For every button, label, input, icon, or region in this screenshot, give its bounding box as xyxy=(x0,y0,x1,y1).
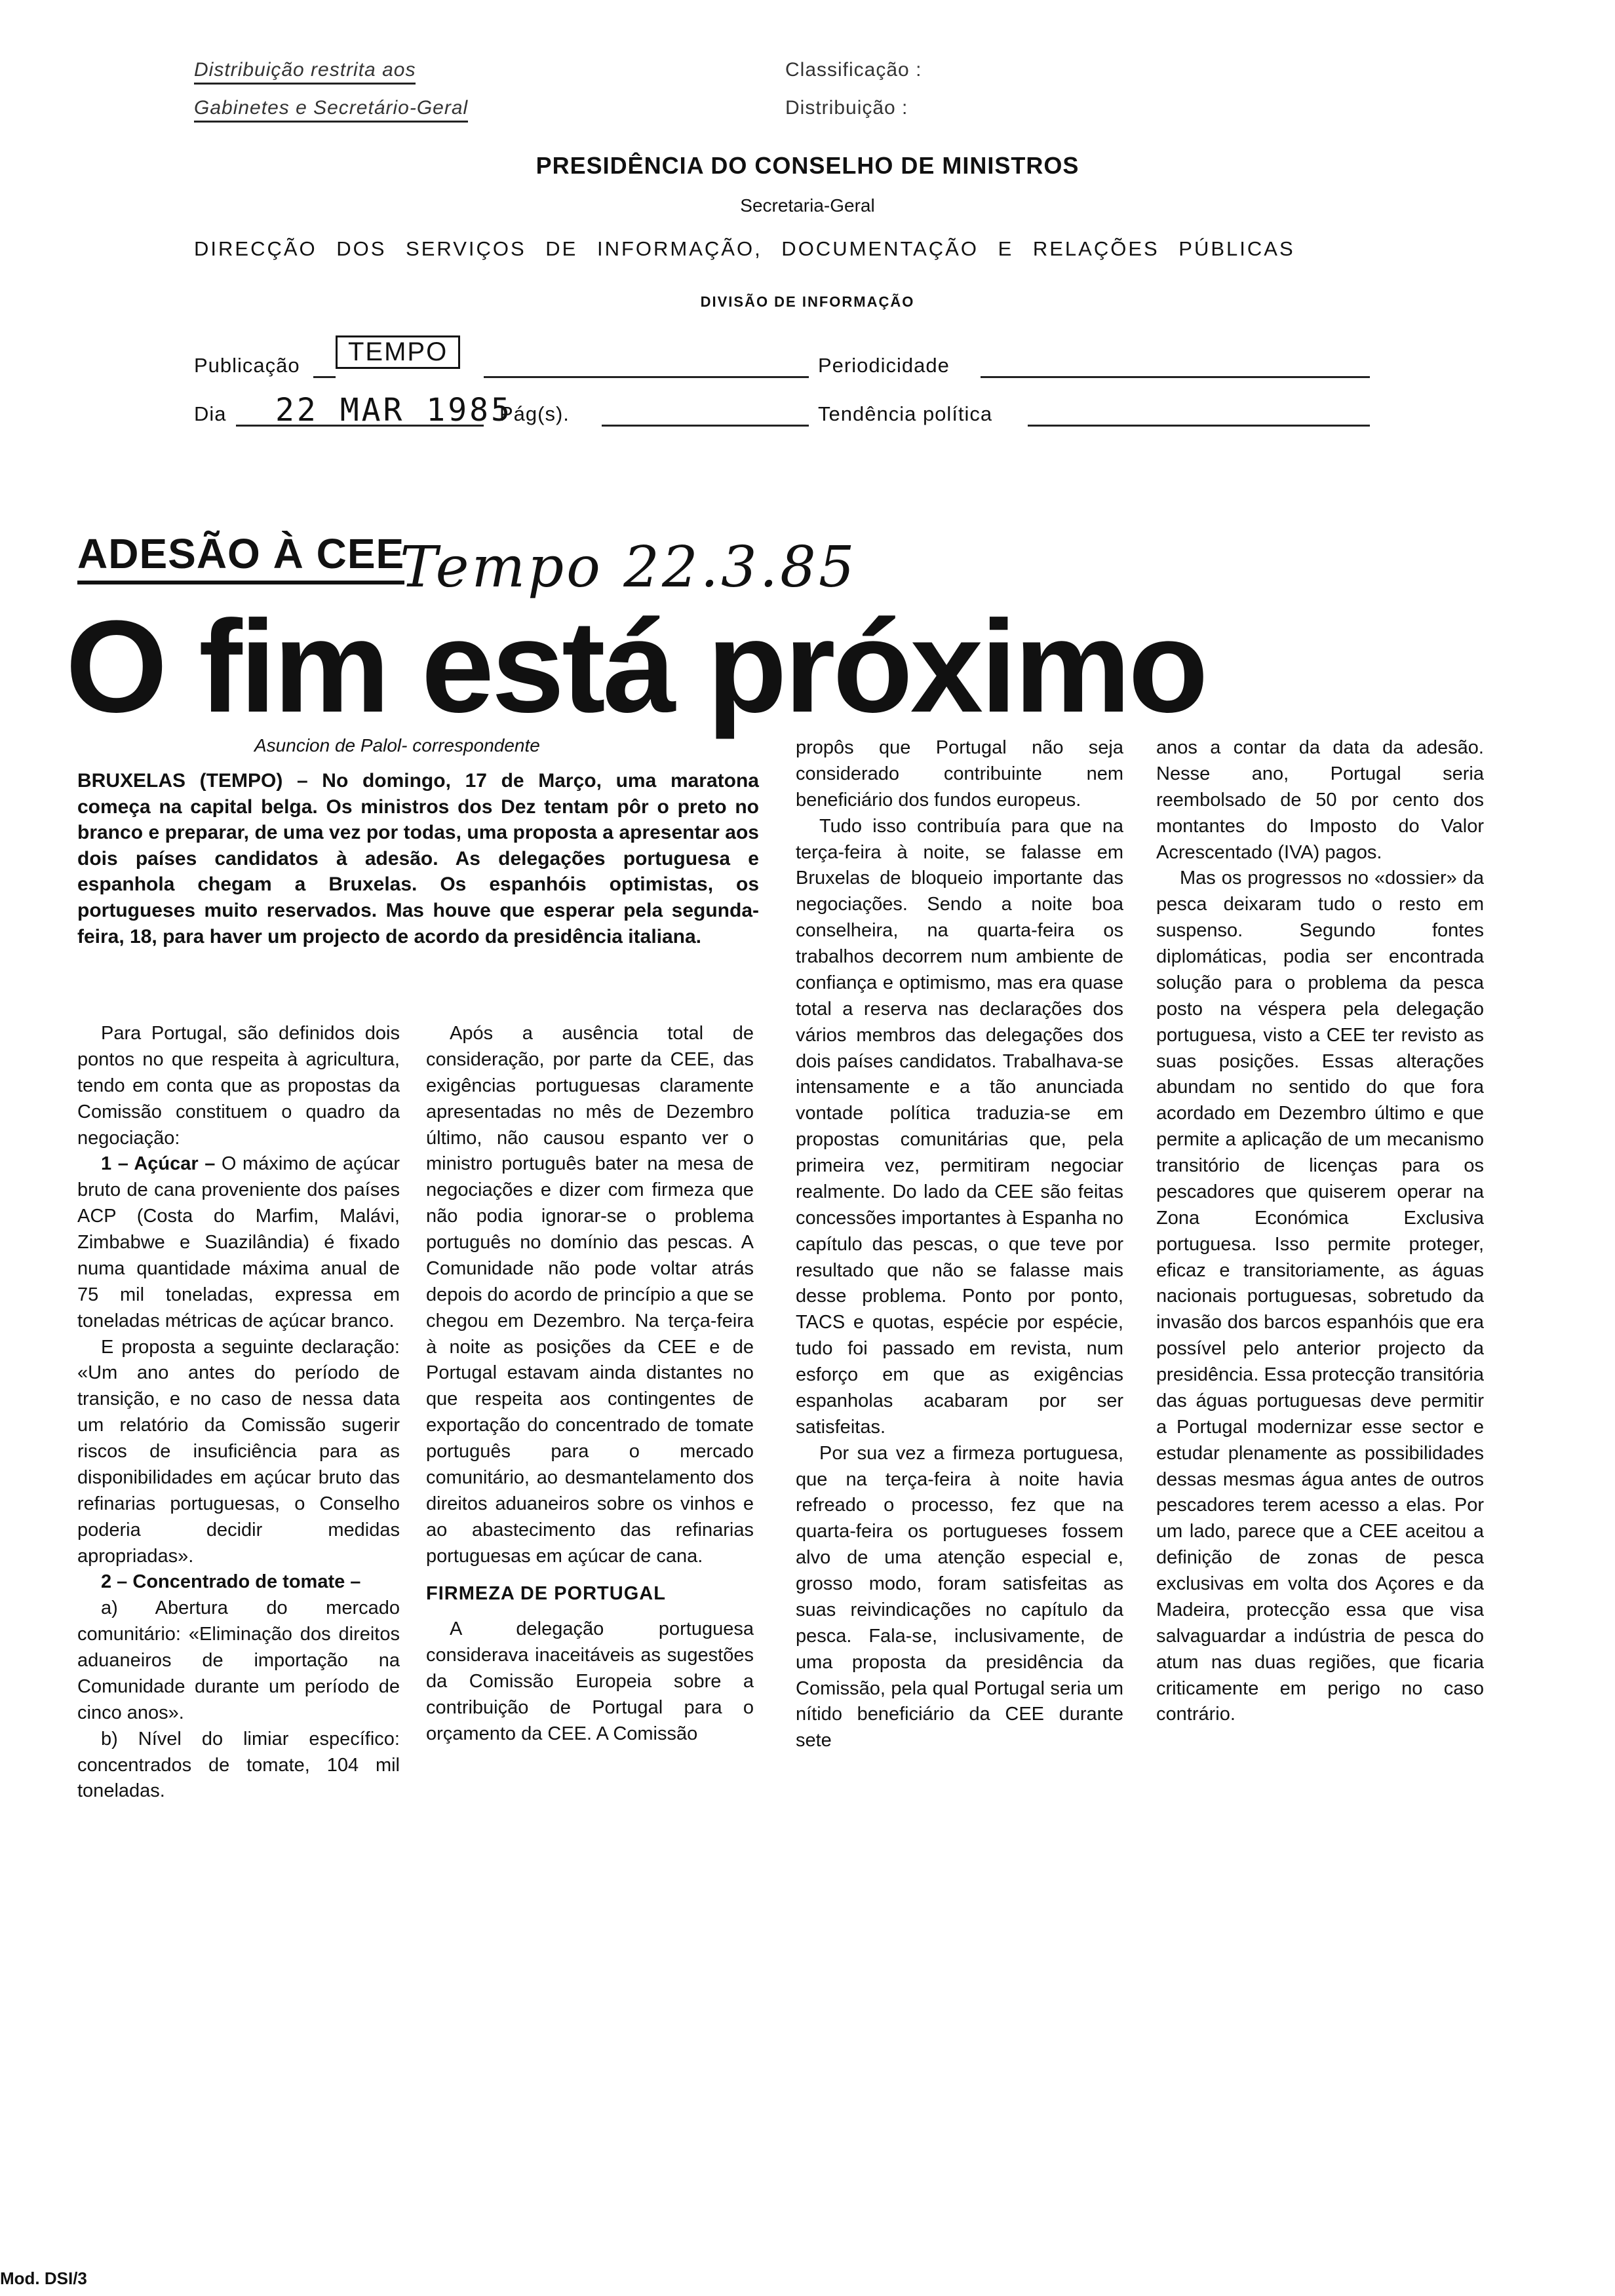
col4-paragraph-1: anos a contar da data da adesão. Nesse ano, Portugal seria reembolsado de 50 por cento dos montantes do Imposto do Valor Acrescentado (IVA) pagos. xyxy=(1156,737,1484,863)
handwritten-annotation: Tempo 22.3.85 xyxy=(400,535,857,600)
col3-paragraph-1: propôs que Portugal não seja considerado contribuinte nem beneficiário dos fundos europeus. xyxy=(796,737,1123,811)
pages-label: Pág(s). xyxy=(499,402,570,425)
form-code: Mod. DSI/3 xyxy=(0,2268,87,2288)
article-column-3 xyxy=(796,735,1123,1754)
col2-paragraph-1: Após a ausência total de consideração, por parte da CEE, das exigências portuguesas claramente apresentadas no mês de Dezembro último, não causou espanto ver o ministro português bater na mesa de negociações e dizer com firmeza que não podia ignorar-se o problema português no domínio das pescas. A Comunidade não pode voltar atrás depois do acordo de princípio a que se chegou em Dezembro. Na terça-feira à noite as posições da CEE e de Portugal estavam ainda distantes no que respeita aos contingentes de exportação do concentrado de tomate português para o mercado comunitário, ao desmantelamento dos direitos aduaneiros sobre os vinhos e ao abastecimento das refinarias portuguesas em açúcar de cana. xyxy=(426,1023,754,1567)
publication-line-right xyxy=(484,376,809,378)
cabinets-label: Gabinetes e Secretário-Geral xyxy=(194,97,468,123)
col2-paragraph-2: A delegação portuguesa considerava inaceitáveis as sugestões da Comissão Europeia sobre a contribuição de Portugal para o orçamento da CEE. A Comissão xyxy=(426,1618,754,1744)
col1-subhead-sugar: 1 – Açúcar – xyxy=(101,1153,216,1175)
restricted-distribution-label: Distribuição restrita aos xyxy=(194,59,416,85)
col1-sugar-body: O máximo de açúcar bruto de cana proveniente dos países ACP (Costa do Marfim, Malávi, Zimbabwe e Suazilândia) é fixado numa quantidade máxima anual de 75 mil toneladas, expressa em toneladas métricas de açúcar branco. xyxy=(77,1153,400,1331)
col1-item-a: a) Abertura do mercado comunitário: «Eliminação dos direitos aduaneiros de importação na Comunidade durante um período de cinco anos». xyxy=(77,1598,400,1723)
publication-line xyxy=(313,376,336,378)
col2-section-heading: FIRMEZA DE PORTUGAL xyxy=(426,1583,666,1605)
periodicity-label: Periodicidade xyxy=(818,354,950,377)
day-value: 22 MAR 1985 xyxy=(275,392,513,429)
distribution-label: Distribuição : xyxy=(785,97,908,119)
article-lead: BRUXELAS (TEMPO) – No domingo, 17 de Março, uma maratona começa na capital belga. Os ministros dos Dez tentam pôr o preto no branco e preparar, de uma vez por todas, uma proposta a apresentar aos dois países candidatos à adesão. As delegações portuguesa e espanhola chegam a Bruxelas. Os espanhóis optimistas, os portugueses muito reservados. Mas houve que esperar pela segunda-feira, 18, para haver um projecto de acordo da presidência italiana. xyxy=(77,770,759,947)
presidency-title: PRESIDÊNCIA DO CONSELHO DE MINISTROS xyxy=(535,152,1080,179)
article-column-2 xyxy=(426,1021,754,1748)
publication-label: Publicação xyxy=(194,354,300,377)
col1-paragraph-1: Para Portugal, são definidos dois pontos no que respeita à agricultura, tendo em conta que as propostas da Comissão constituem o quadro da negociação: xyxy=(77,1023,400,1149)
col1-paragraph-3: E proposta a seguinte declaração: «Um ano antes do período de transição, e no caso de nessa data um relatório da Comissão sugerir riscos de insuficiência para as disponibilidades em açúcar bruto das refinarias portuguesas, o Conselho poderia decidir medidas apropriadas». xyxy=(77,1336,400,1567)
classification-label: Classificação : xyxy=(785,59,922,81)
article-column-4 xyxy=(1156,735,1484,1728)
secretariat-subtitle: Secretaria-Geral xyxy=(740,195,875,216)
publication-stamp: TEMPO xyxy=(336,335,460,369)
article-kicker: ADESÃO À CEE xyxy=(77,529,404,584)
day-label: Dia xyxy=(194,402,227,425)
article-headline: O fim está próximo xyxy=(66,594,1206,740)
article-column-1 xyxy=(77,1021,400,1805)
col1-item-b: b) Nível do limiar específico: concentrados de tomate, 104 mil toneladas. xyxy=(77,1728,400,1802)
col4-paragraph-2: Mas os progressos no «dossier» da pesca deixaram tudo o resto em suspenso. Segundo fontes diplomáticas, podia ser encontrada solução para o problema da pesca posto na véspera pela delegação portuguesa, visto a CEE ter revisto as suas posições. Essas alterações abundam no sentido do que fora acordado em Dezembro último e que permite a aplicação de um mecanismo transitório de licenças para os pescadores que quiserem operar na Zona Económica Exclusiva portuguesa. Isso permite proteger, eficaz e transitoriamente, as águas nacionais portuguesas, sobretudo da invasão dos barcos espanhóis que era possível pelo anterior projecto da presidência. Essa protecção transitória das águas portuguesas deve permitir a Portugal modernizar esse sector e estudar plenamente as possibilidades dessas mesmas água antes de outros pescadores terem acesso a elas. Por um lado, parece que a CEE aceitou a definição de zonas de pesca exclusivas em volta dos Açores e da Madeira, protecção essa que visa salvaguardar a indústria de pesca do atum nas duas regiões, que ficaria criticamente em perigo no caso contrário. xyxy=(1156,868,1484,1725)
col3-paragraph-3: Por sua vez a firmeza portuguesa, que na terça-feira à noite havia refreado o processo, fez que na quarta-feira os portugueses fossem alvo de uma atenção especial e, grosso modo, foram satisfeitas as suas reivindicações no capítulo da pesca. Fala-se, inclusivamente, de uma proposta da presidência da Comissão, pela qual Portugal seria um nítido beneficiário da CEE durante sete xyxy=(796,1442,1123,1751)
division-title: DIVISÃO DE INFORMAÇÃO xyxy=(700,294,915,310)
col3-paragraph-2: Tudo isso contribuía para que na terça-feira à noite, se falasse em Bruxelas de bloqueio importante das negociações. Sendo a noite boa conselheira, na quarta-feira os trabalhos decorrem num ambiente de confiança e optimismo, mas era quase total a reserva nas declarações dos vários membros das delegações dos dois países candidatos. Trabalhava-se intensamente e a tão anunciada vontade política traduzia-se em propostas comunitárias que, pela primeira vez, permitiram negociar realmente. Do lado da CEE são feitas concessões importantes à Espanha no capítulo das pescas, o que teve por resultado que não se falasse mais desse problema. Ponto por ponto, TACS e quotas, espécie por espécie, tudo foi passado em revista, num esforço em que as exigências espanholas acabaram por ser satisfeitas. xyxy=(796,815,1123,1438)
col1-paragraph-2 xyxy=(77,1151,400,1334)
article-byline: Asuncion de Palol- correspondente xyxy=(254,735,540,756)
periodicity-line xyxy=(981,376,1370,378)
directorate-title: DIRECÇÃO DOS SERVIÇOS DE INFORMAÇÃO, DOCUMENTAÇÃO E RELAÇÕES PÚBLICAS xyxy=(194,237,1295,260)
political-tendency-label: Tendência política xyxy=(818,402,993,425)
pages-line xyxy=(602,425,809,427)
col1-subhead-tomato: 2 – Concentrado de tomate – xyxy=(101,1571,361,1593)
political-tendency-line xyxy=(1028,425,1370,427)
